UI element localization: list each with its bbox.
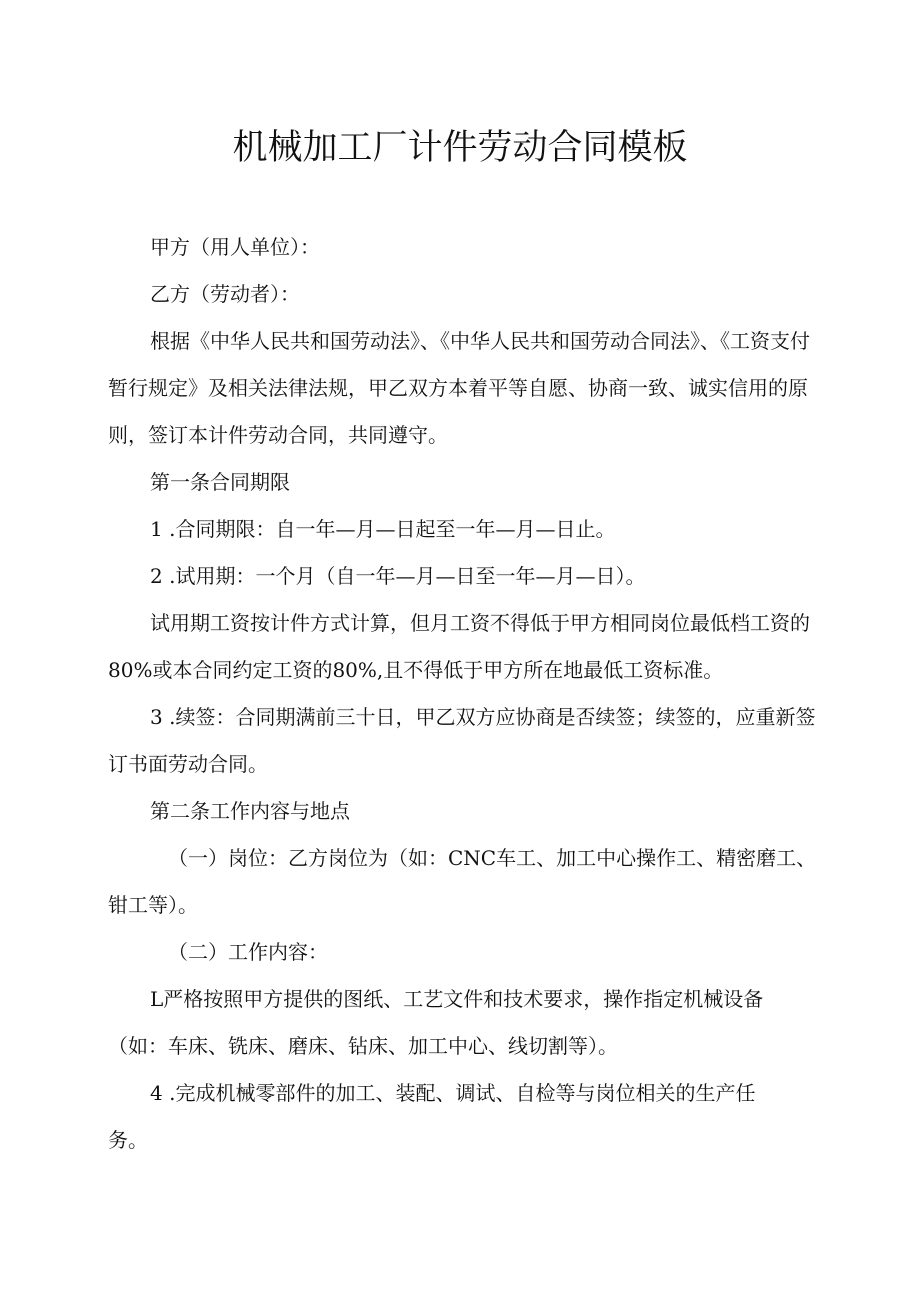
clause-2-2-item-1: L严格按照甲方提供的图纸、工艺文件和技术要求，操作指定机械设备（如：车床、铣床、磨床、钻床、加工中心、线切割等）。	[108, 987, 764, 1058]
document-title: 机械加工厂计件劳动合同模板	[232, 128, 688, 168]
preamble-paragraph: 根据《中华人民共和国劳动法》、《中华人民共和国劳动合同法》、《工资支付暂行规定》及相关法律法规，甲乙双方本着平等自愿、协商一致、诚实信用的原则，签订本计件劳动合同，共同遵守。	[108, 329, 810, 447]
clause-1-2: 2 .试用期：一个月（自一年—月—日至一年—月—日）。	[150, 564, 646, 588]
article-1-heading: 第一条合同期限	[150, 470, 290, 494]
article-2-heading: 第二条工作内容与地点	[150, 799, 350, 823]
clause-2-2-heading: （二）工作内容：	[168, 940, 328, 964]
party-a-line: 甲方（用人单位）：	[150, 235, 320, 259]
clause-2-2-item-4-tail: 务。	[108, 1128, 148, 1152]
clause-2-1-position: （一）岗位：乙方岗位为（如：CNC车工、加工中心操作工、精密磨工、钳工等）。	[108, 846, 817, 917]
clause-1-3: 3 .续签：合同期满前三十日，甲乙双方应协商是否续签；续签的，应重新签订书面劳动合同。	[108, 705, 816, 776]
party-b-line: 乙方（劳动者）：	[150, 282, 300, 306]
clause-1-1: 1 .合同期限：自一年—月—日起至一年—月—日止。	[150, 517, 616, 541]
document-body	[108, 224, 818, 1164]
probation-wage-paragraph: 试用期工资按计件方式计算，但月工资不得低于甲方相同岗位最低档工资的80%或本合同约定工资的80%,且不得低于甲方所在地最低工资标准。	[108, 611, 810, 682]
clause-2-2-item-4: 4 .完成机械零部件的加工、装配、调试、自检等与岗位相关的生产任	[150, 1081, 756, 1105]
